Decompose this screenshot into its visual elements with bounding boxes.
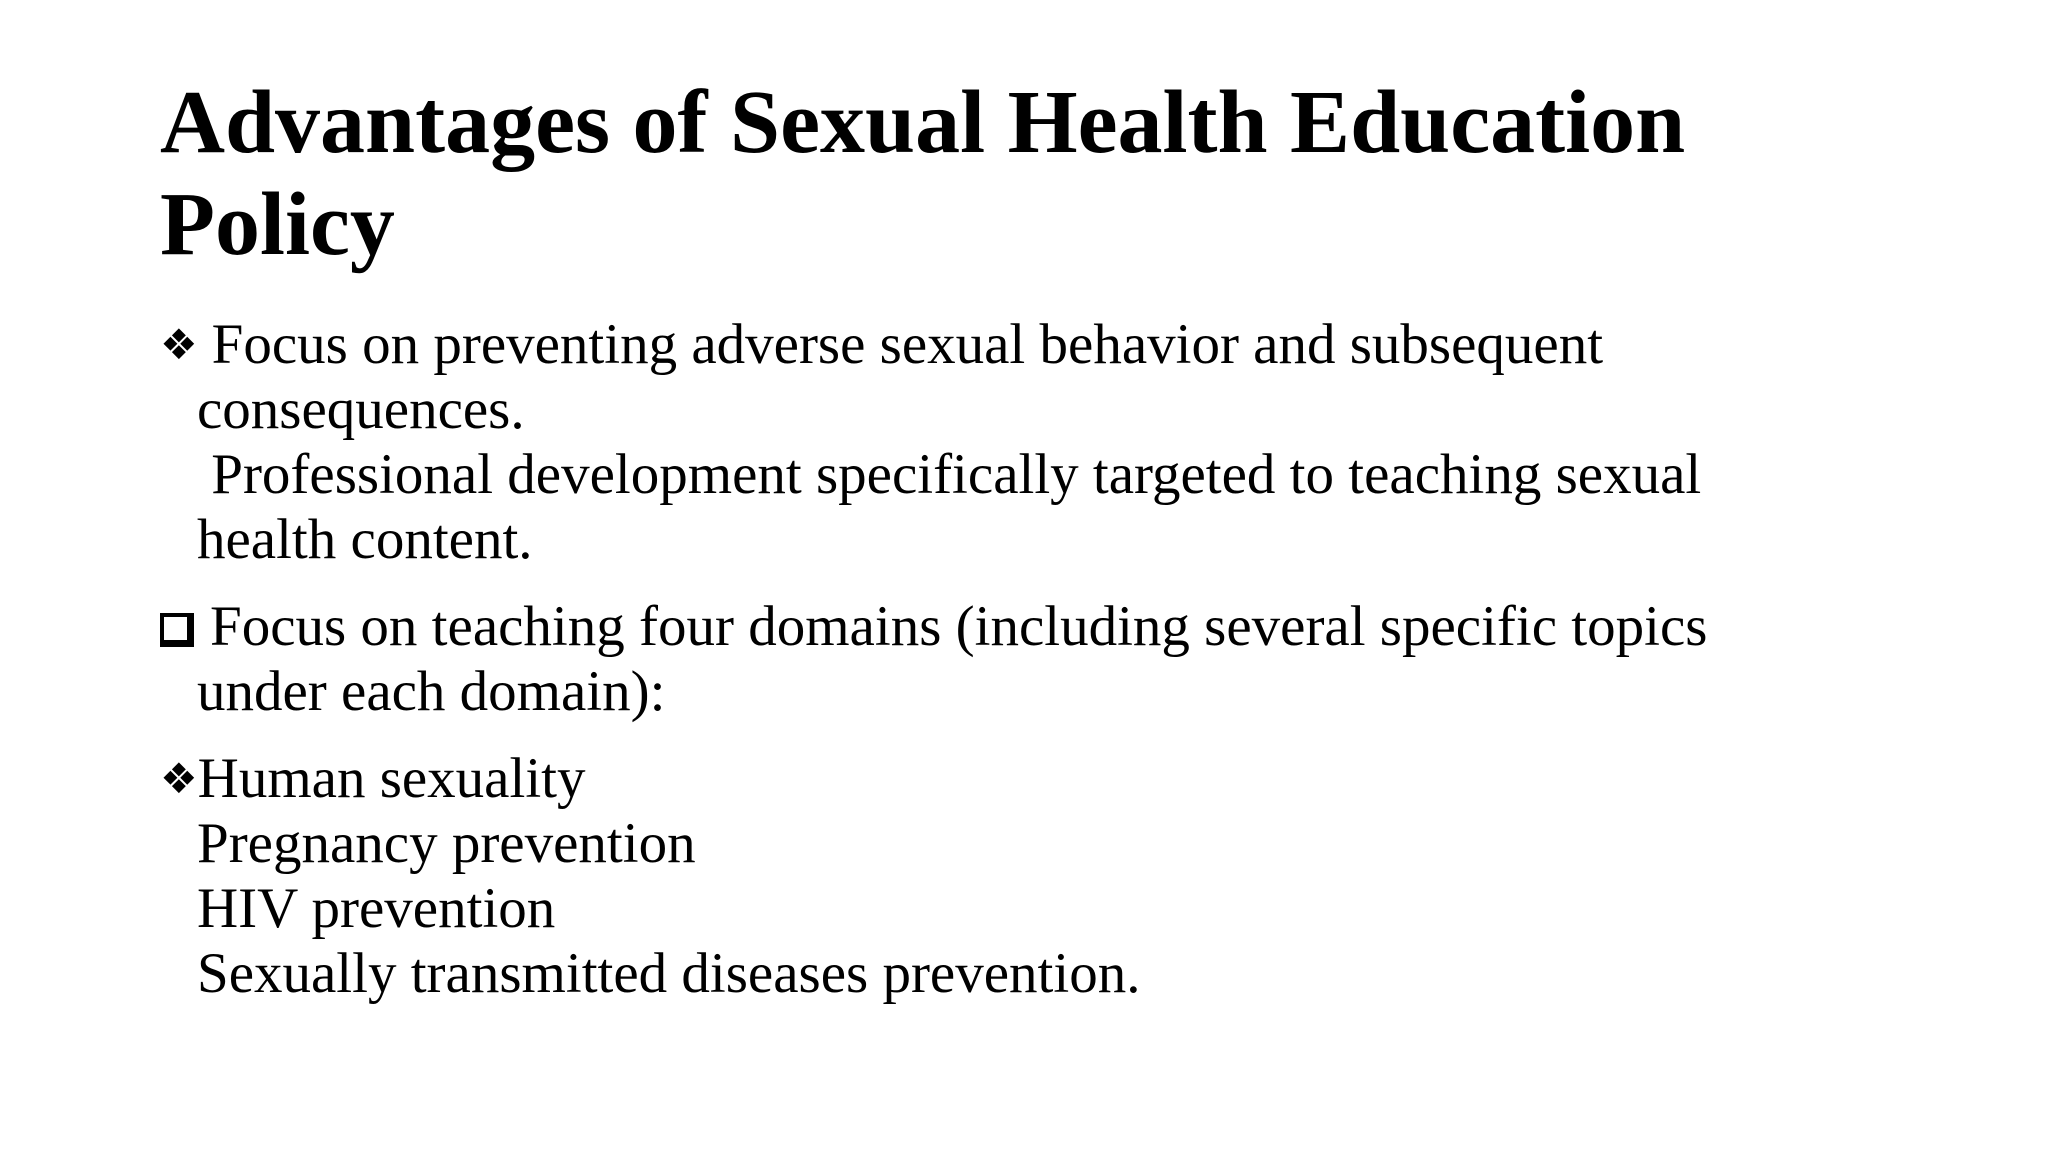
slide-title <box>160 72 1920 276</box>
hollow-square-bullet-icon <box>160 613 194 647</box>
slide-title-line-2: Policy <box>160 175 395 274</box>
bullet-paragraph-1-line-4: health content. <box>197 508 533 571</box>
bullet-paragraph-3-line-2: Pregnancy prevention <box>197 812 696 875</box>
bullet-paragraph-3 <box>160 746 1960 1006</box>
bullet-paragraph-2-line-1 <box>160 594 1960 659</box>
bullet-paragraph-1-line-2: consequences. <box>197 378 525 441</box>
bullet-paragraph-3-line-3: HIV prevention <box>197 877 556 940</box>
slide-title-line-1: Advantages of Sexual Health Education <box>160 73 1686 172</box>
four-diamond-bullet-icon: ❖ <box>160 754 198 803</box>
bullet-paragraph-3-line-1 <box>160 746 1960 811</box>
bullet-paragraph-2-text-1: Focus on teaching four domains (including several specific topics <box>210 595 1708 658</box>
bullet-paragraph-1-line-1 <box>160 312 1960 377</box>
bullet-paragraph-1-text-1: Focus on preventing adverse sexual behavior and subsequent <box>211 313 1604 376</box>
bullet-paragraph-2-line-2: under each domain): <box>197 660 666 723</box>
bullet-paragraph-3-line-4: Sexually transmitted diseases prevention. <box>197 942 1141 1005</box>
four-diamond-bullet-icon: ❖ <box>160 320 198 369</box>
bullet-paragraph-2 <box>160 594 1960 724</box>
bullet-paragraph-1 <box>160 312 1960 572</box>
bullet-paragraph-3-text-1: Human sexuality <box>197 747 586 810</box>
slide-body <box>160 312 1960 1006</box>
bullet-paragraph-1-line-3: Professional development specifically targeted to teaching sexual <box>197 443 1702 506</box>
